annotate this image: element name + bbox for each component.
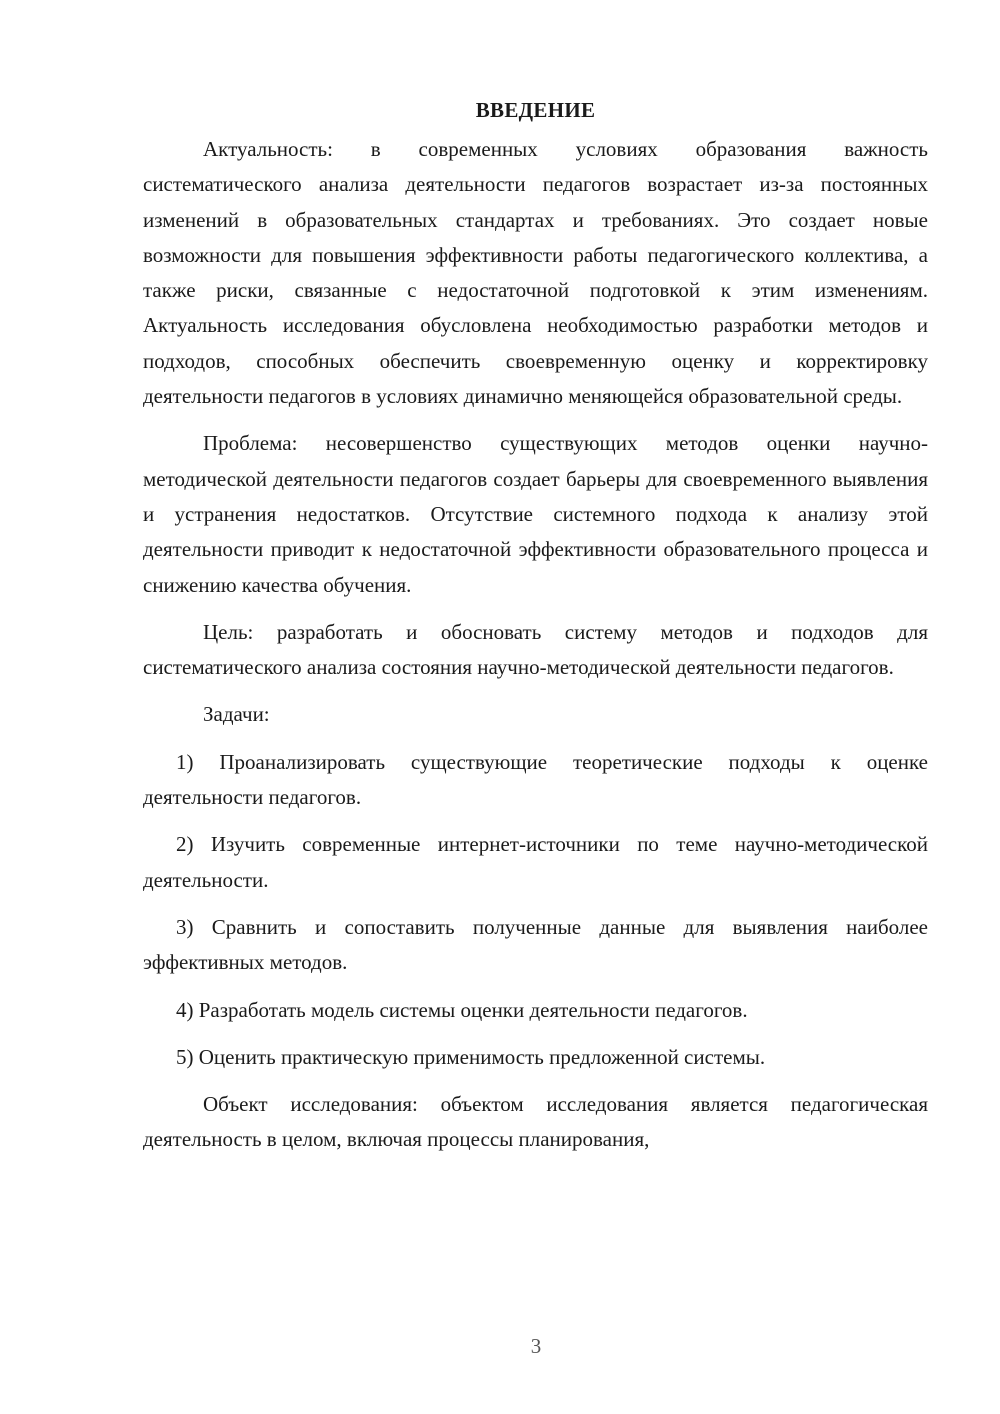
task-item-3: 3) Сравнить и сопоставить полученные данные для выявления наиболее эффективных методов. — [143, 914, 928, 975]
task-item-5: 5) Оценить практическую применимость предложенной системы. — [176, 1044, 766, 1069]
paragraph-goal: Цель: разработать и обосновать систему методов и подходов для систематического анализа состояния научно-методической деятельности педагогов. — [143, 619, 928, 680]
paragraph-problem: Проблема: несовершенство существующих методов оценки научно-методической деятельности педагогов создает барьеры для своевременного выявления и устранения недостатков. Отсутствие системного подхода к анализу этой деятельности приводит к недостаточной эффективности образовательного процесса и снижению качества обучения. — [143, 431, 928, 597]
section-heading: ВВЕДЕНИЕ — [475, 98, 596, 122]
task-item-2: 2) Изучить современные интернет-источники по теме научно-методической деятельности. — [143, 832, 928, 892]
paragraph-relevance: Актуальность: в современных условиях образования важность систематического анализа деятельности педагогов возрастает из-за постоянных изменений в образовательных стандартах и требованиях. Это создает новые возможности для повышения эффективности работы педагогического коллектива, а также риски, связанные с недостаточной подготовкой к этим изменениям. Актуальность исследования обусловлена необходимостью разработки методов и подходов, способных обеспечить своевременную оценку и корректировку деятельности педагогов в условиях динамично меняющейся образовательной среды. — [143, 137, 928, 409]
paragraph-object: Объект исследования: объектом исследования является педагогическая деятельность в целом, включая процессы планирования, — [143, 1092, 928, 1152]
task-item-4: 4) Разработать модель системы оценки деятельности педагогов. — [176, 997, 748, 1022]
page-content — [143, 92, 928, 1170]
task-item-1: 1) Проанализировать существующие теоретические подходы к оценке деятельности педагогов. — [143, 749, 928, 810]
tasks-label: Задачи: — [203, 702, 270, 727]
page-number: 3 — [530, 1334, 542, 1358]
